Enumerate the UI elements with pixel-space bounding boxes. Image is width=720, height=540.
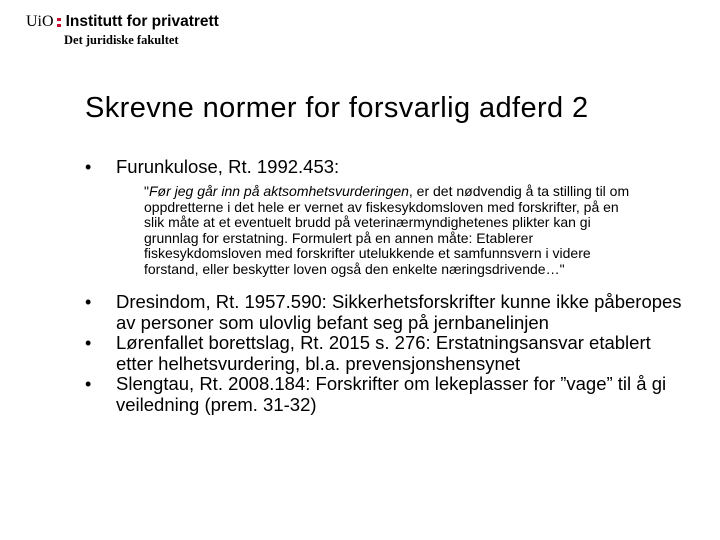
bullet-text: Slengtau, Rt. 2008.184: Forskrifter om lekeplasser for ”vage” til å gi veiledning (prem. 31-32) [116,373,667,415]
logo-line [26,12,219,32]
bullet-item-lorenfallet [85,333,685,374]
bullet-item-furunkulose [85,156,685,178]
bullet-list-top [85,156,685,277]
header [26,12,219,48]
bullet-icon: • [85,333,92,353]
uio-logo: UiO [26,13,54,30]
quote-italic: Før jeg går inn på aktsomhetsvurderingen [148,183,409,199]
bullet-text: Lørenfallet borettslag, Rt. 2015 s. 276: Erstatningsansvar etablert etter helhetsvurdering, bl.a. prevensjonshensynet [116,332,651,374]
bullet-list-bottom [85,292,685,415]
furunkulose-quote [144,184,639,277]
quote-open: " [144,183,149,199]
quote-rest: , er det nødvendig å ta stilling til om oppdretterne i det hele er vernet av fiskesykdomsloven med forskrifter, på en slik måte at et eventuelt brudd på veterinærmyndighetenes plikter kan gi grunnlag for erstatning. Formulert på en annen måte: Etablerer fiskesykdomsloven med forskrifter utelukkende et samfunnsvern i videre forstand, eller beskytter loven også den enkelte næringsdrivende…" [144,183,630,277]
bullet-text: Furunkulose, Rt. 1992.453: [116,156,340,177]
institute-name: Institutt for privatrett [65,13,219,30]
bullet-icon: • [85,374,92,394]
bullet-text: Dresindom, Rt. 1957.590: Sikkerhetsforskrifter kunne ikke påberopes av personer som ulovlig befant seg på jernbanelinjen [116,291,682,333]
bullet-item-dresindom [85,292,685,333]
slide-title: Skrevne normer for forsvarlig adferd 2 [85,92,589,124]
bullet-icon: • [85,157,92,177]
uio-logo-mark-icon [57,18,61,27]
bullet-icon: • [85,292,92,312]
faculty-name: Det juridiske fakultet [64,33,179,47]
bullet-item-slengtau [85,374,685,415]
